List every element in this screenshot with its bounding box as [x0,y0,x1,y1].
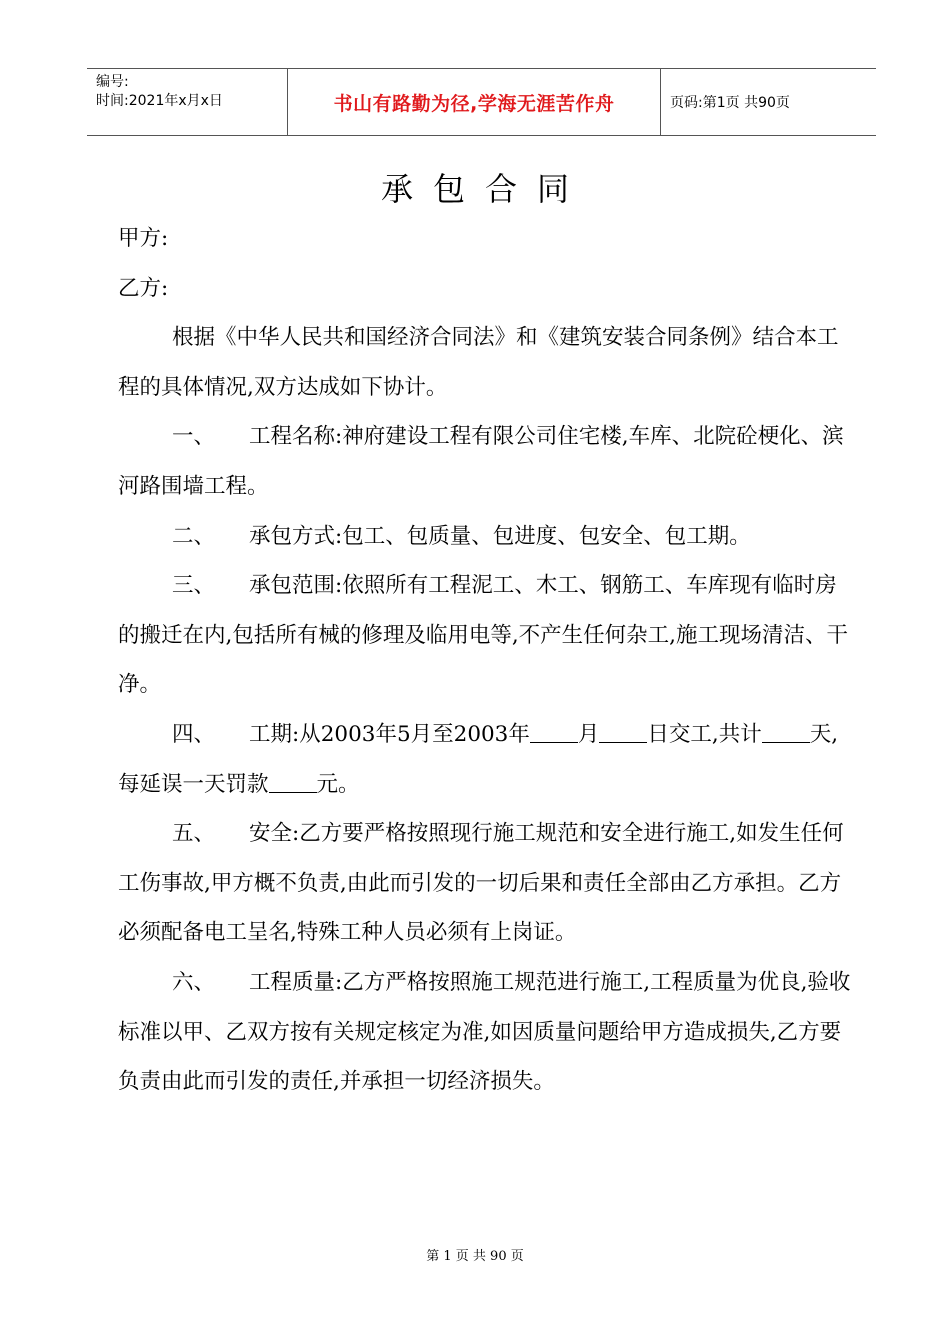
clause-number: 五、 [172,821,216,847]
slogan: 书山有路勤为径,学海无涯苦作舟 [287,69,661,135]
clause-text-part: 工期:从2003年5月至2003年 [249,721,530,747]
clause-5 [118,809,853,958]
clause-text-part: 日交工,共计 [647,721,762,747]
clause-text-part: 月 [577,721,600,747]
header-table [87,68,876,136]
clause-2 [118,512,853,562]
clause-text-part: 天,每延误一天罚款 [118,721,839,797]
clause-4 [118,710,853,809]
clause-text: 安全:乙方要严格按照现行施工规范和安全进行施工,如发生任何工伤事故,甲方概不负责,由此而引发的一切后果和责任全部由乙方承担。乙方必须配备电工呈名,特殊工种人员必须有上岗证。 [118,821,844,946]
clause-text: 承包方式:包工、包质量、包进度、包安全、包工期。 [249,523,751,549]
page-label: 页码:第1页 共90页 [670,95,790,111]
clause-text-part: 元。 [316,771,360,797]
clause-number: 一、 [172,424,216,450]
header-meta [87,69,287,135]
clause-number: 二、 [172,523,216,549]
clause-number: 六、 [172,969,216,995]
clause-6 [118,958,853,1107]
clause-number: 四、 [172,721,216,747]
time-label: 时间:2021年x月x日 [96,93,223,109]
blank-line[interactable] [599,722,647,743]
page-footer: 第 1 页 共 90 页 [426,1249,524,1264]
blank-line[interactable] [762,722,810,743]
clause-text: 承包范围:依照所有工程泥工、木工、钢筋工、车库现有临时房的搬迁在内,包括所有械的修理及临用电等,不产生任何杂工,施工现场清洁、干净。 [118,573,849,698]
intro-paragraph: 根据《中华人民共和国经济合同法》和《建筑安装合同条例》结合本工程的具体情况,双方达成如下协计。 [118,325,839,400]
number-label: 编号: [96,74,129,90]
clause-number: 三、 [172,573,216,599]
clause-1 [118,412,853,511]
clause-text: 工程名称:神府建设工程有限公司住宅楼,车库、北院砼梗化、滨河路围墙工程。 [118,424,844,499]
blank-line[interactable] [530,722,578,743]
document-title: 承包合同 [380,170,589,208]
clause-text: 工程质量:乙方严格按照施工规范进行施工,工程质量为优良,验收标准以甲、乙双方按有关规定核定为准,如因质量问题给甲方造成损失,乙方要负责由此而引发的责任,并承担一切经济损失。 [118,969,851,1095]
document-body [118,214,853,1107]
blank-line[interactable] [269,772,317,793]
party-a: 甲方: [118,226,169,251]
party-b: 乙方: [118,275,169,301]
clause-3 [118,561,853,710]
